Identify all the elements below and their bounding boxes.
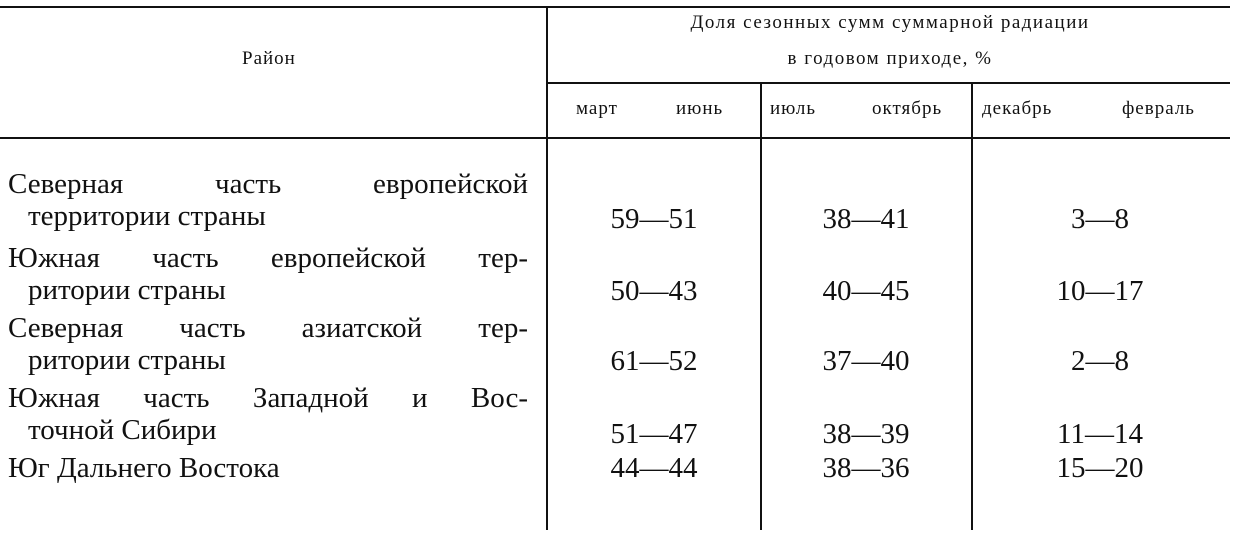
table-row-region bbox=[8, 312, 528, 376]
summer-autumn-value: 40—45 bbox=[822, 275, 910, 307]
spring-summer-value: 61—52 bbox=[610, 345, 698, 377]
spring-summer-value: 59—51 bbox=[610, 203, 698, 235]
summer-autumn-value: 38—39 bbox=[822, 418, 910, 450]
table-row-region bbox=[8, 452, 528, 484]
spring-column-divider bbox=[760, 82, 762, 530]
region-line-2: ритории страны bbox=[28, 274, 226, 306]
share-title-line-1: Доля сезонных сумм суммарной радиации bbox=[690, 12, 1090, 33]
region-column-divider bbox=[546, 6, 548, 530]
table-row-region bbox=[8, 168, 528, 232]
winter-value: 15—20 bbox=[1056, 452, 1144, 484]
month-header-december: декабрь bbox=[982, 98, 1053, 119]
month-header-june: июнь bbox=[676, 98, 724, 119]
region-line-1: Южная часть европейской тер- bbox=[8, 242, 528, 274]
header-subrule bbox=[548, 82, 1230, 84]
region-line-1: Южная часть Западной и Вос- bbox=[8, 382, 528, 414]
region-line-1: Северная часть азиатской тер- bbox=[8, 312, 528, 344]
summer-autumn-value: 38—36 bbox=[822, 452, 910, 484]
region-line-1: Юг Дальнего Востока bbox=[8, 452, 280, 484]
spring-summer-value: 51—47 bbox=[610, 418, 698, 450]
region-line-1: Северная часть европейской bbox=[8, 168, 528, 200]
table-top-rule bbox=[0, 6, 1230, 8]
table-row-region bbox=[8, 382, 528, 446]
spring-summer-value: 50—43 bbox=[610, 275, 698, 307]
winter-value: 10—17 bbox=[1056, 275, 1144, 307]
region-column-header: Район bbox=[242, 48, 296, 69]
winter-value: 11—14 bbox=[1057, 418, 1143, 450]
share-title-line-2: в годовом приходе, % bbox=[787, 48, 993, 69]
header-bottom-rule bbox=[0, 137, 1230, 139]
region-line-2: территории страны bbox=[28, 200, 266, 232]
spring-summer-value: 44—44 bbox=[610, 452, 698, 484]
month-header-february: февраль bbox=[1122, 98, 1195, 119]
region-line-2: ритории страны bbox=[28, 344, 226, 376]
month-header-march: март bbox=[576, 98, 618, 119]
summer-autumn-value: 37—40 bbox=[822, 345, 910, 377]
region-line-2: точной Сибири bbox=[28, 414, 217, 446]
month-header-july: июль bbox=[770, 98, 817, 119]
summer-column-divider bbox=[971, 82, 973, 530]
table-row-region bbox=[8, 242, 528, 306]
winter-value: 2—8 bbox=[1071, 345, 1129, 377]
month-header-october: октябрь bbox=[872, 98, 943, 119]
winter-value: 3—8 bbox=[1071, 203, 1129, 235]
summer-autumn-value: 38—41 bbox=[822, 203, 910, 235]
